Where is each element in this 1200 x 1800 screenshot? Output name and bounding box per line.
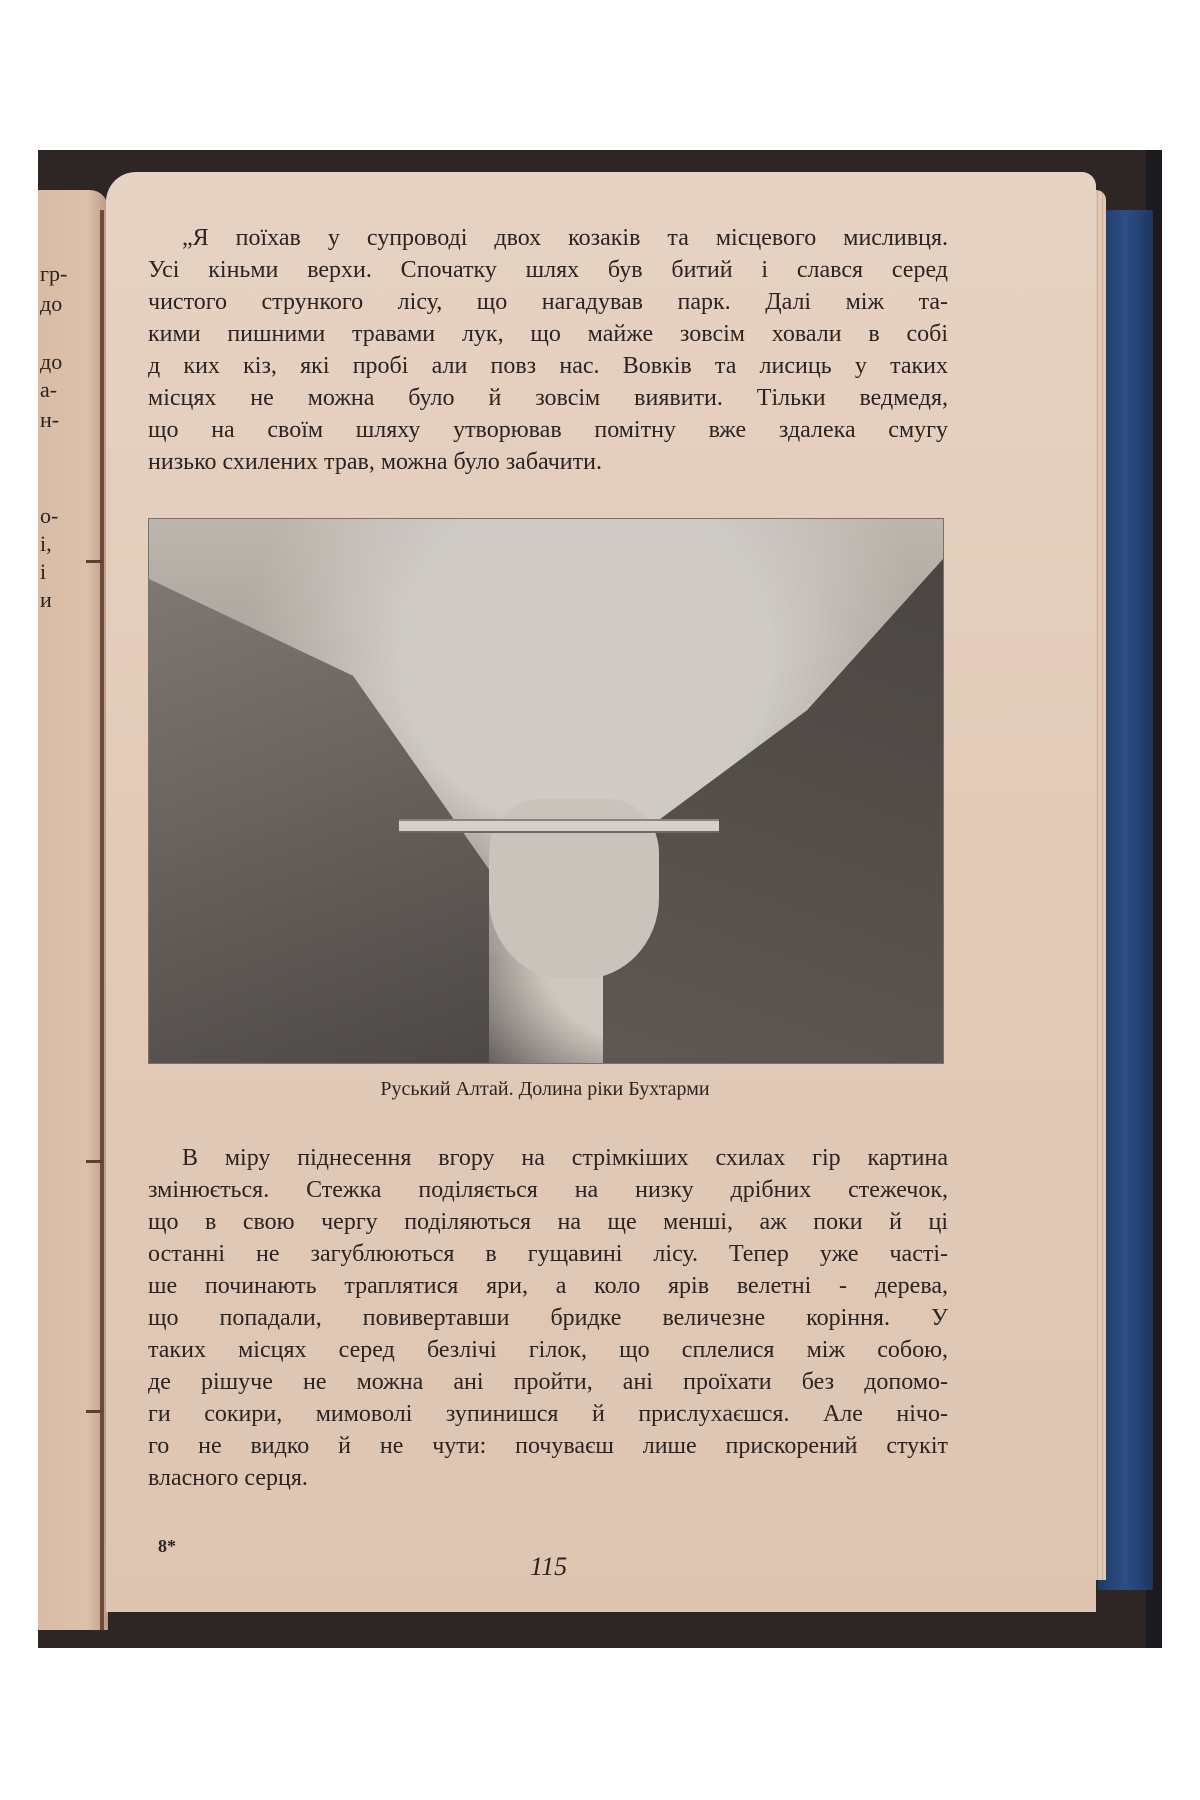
figure-photo-valley <box>148 518 944 1064</box>
text-line: таких місцях серед безлічі гілок, що сплелися між собою, <box>148 1337 948 1363</box>
text-line: д ких кіз, які пробі али повз нас. Вовків та лисиць у таких <box>148 353 948 379</box>
text-line: змінюється. Стежка поділяється на низку дрібних стежечок, <box>148 1177 948 1203</box>
text-line: місцях не можна було й зовсім виявити. Тільки ведмедя, <box>148 385 948 411</box>
signature-mark: 8* <box>158 1536 176 1556</box>
text-line: що на своїм шляху утворював помітну вже здалека смугу <box>148 417 948 443</box>
text-line: власного серця. <box>148 1465 308 1491</box>
text-line: го не видко й не чути: почуваєш лише прискорений стукіт <box>148 1433 948 1459</box>
text-line: ги сокири, мимоволі зупинишся й прислухаєшся. Але нічо- <box>148 1401 948 1427</box>
book-gutter <box>100 210 104 1630</box>
text-line: ше починають траплятися яри, а коло ярів велетні - дерева, <box>148 1273 948 1299</box>
figure-hill-right <box>603 559 943 1063</box>
text-line: В міру піднесення вгору на стрімкіших схилах гір картина <box>182 1145 948 1171</box>
text-line: чистого стрункого лісу, що нагадував парк. Далі між та- <box>148 289 948 315</box>
text-line: останні не загублюються в гущавині лісу. Тепер уже часті- <box>148 1241 948 1267</box>
binding-stitch <box>86 1410 102 1413</box>
text-line: що в свою чергу поділяються на ще менші, аж поки й ці <box>148 1209 948 1235</box>
left-page-fragment: и <box>40 587 52 612</box>
left-page-fragment: до <box>40 349 63 374</box>
left-page-fragment: і <box>40 559 47 584</box>
text-line: що попадали, повивертавши бридке величезне коріння. У <box>148 1305 948 1331</box>
left-page-fragment: і, <box>40 531 52 556</box>
left-page-fragment: о- <box>40 503 59 528</box>
figure-bridge <box>399 819 719 833</box>
left-page-fragment: до <box>40 291 63 316</box>
left-page-fragment: а- <box>40 377 58 402</box>
book-cover-blue <box>1098 210 1153 1590</box>
text-line: кими пишними травами лук, що майже зовсім ховали в собі <box>148 321 948 347</box>
text-line: низько схилених трав, можна було забачити. <box>148 449 602 475</box>
left-page-fragment: н- <box>40 407 60 432</box>
text-line: Усі кіньми верхи. Спочатку шлях був битий і слався серед <box>148 257 948 283</box>
text-line: де рішуче не можна ані пройти, ані проїхати без допомо- <box>148 1369 948 1395</box>
left-page-fragment: гр- <box>40 261 68 286</box>
paragraph-2 <box>148 1142 948 1494</box>
figure-caption: Руський Алтай. Долина ріки Бухтарми <box>380 1078 710 1100</box>
page-number: 115 <box>530 1552 568 1581</box>
text-line: „Я поїхав у супроводі двох козаків та місцевого мисливця. <box>182 225 948 251</box>
binding-stitch <box>86 1160 102 1163</box>
binding-stitch <box>86 560 102 563</box>
left-page <box>38 190 108 1630</box>
paragraph-1 <box>148 222 948 478</box>
